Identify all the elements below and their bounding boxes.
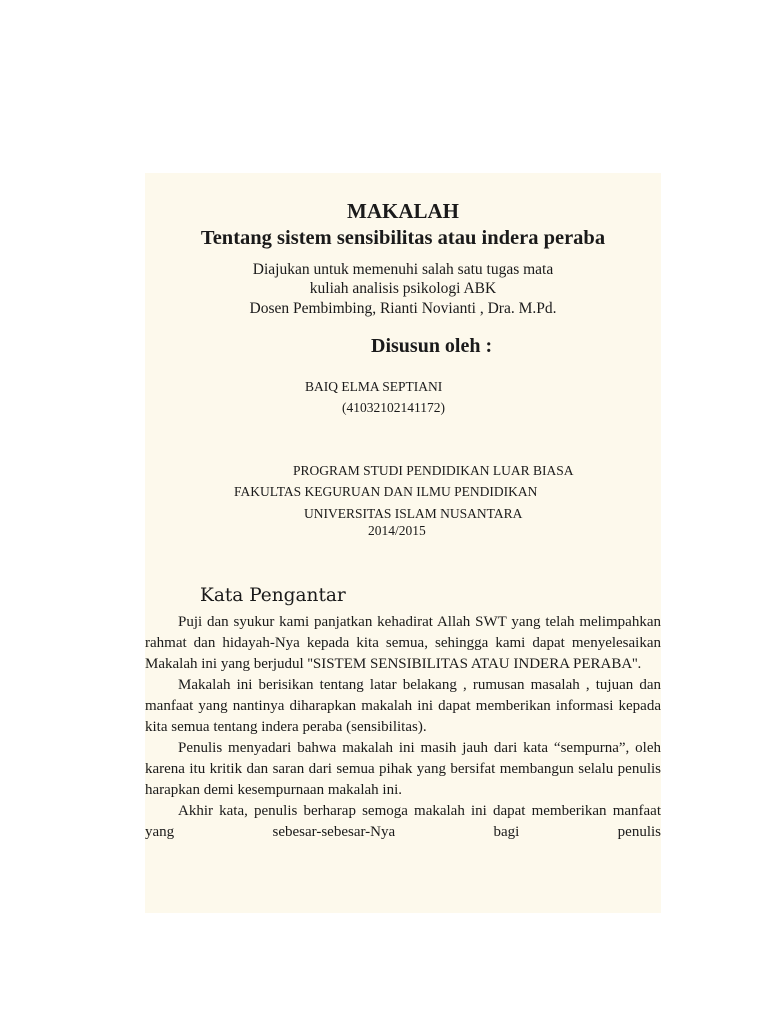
document-title: MAKALAH [347,199,459,223]
institution-program: PROGRAM STUDI PENDIDIKAN LUAR BIASA [293,463,574,478]
institution-university: UNIVERSITAS ISLAM NUSANTARA [304,506,523,521]
submission-line-3: Dosen Pembimbing, Rianti Novianti , Dra. M.Pd. [249,300,557,317]
foreword-paragraph: Penulis menyadari bahwa makalah ini masih jauh dari kata “sempurna”, oleh karena itu kritik dan saran dari semua pihak yang bersifat membangun selalu penulis harapkan demi kesempurnaan makalah ini. [145,740,661,798]
foreword-heading: Kata Pengantar [200,585,346,606]
institution-faculty: FAKULTAS KEGURUAN DAN ILMU PENDIDIKAN [234,484,538,499]
academic-year: 2014/2015 [368,523,426,538]
foreword-paragraph: Puji dan syukur kami panjatkan kehadirat Allah SWT yang telah melimpahkan rahmat dan hidayah-Nya kepada kita semua, sehingga kami dapat menyelesaikan Makalah ini yang berjudul ''SISTEM SENSIBILITAS ATAU INDERA PERABA''. [145,614,661,672]
document-subtitle: Tentang sistem sensibilitas atau indera peraba [200,227,606,249]
document-page [145,173,661,913]
submission-line-2: kuliah analisis psikologi ABK [309,280,497,297]
author-name: BAIQ ELMA SEPTIANI [305,379,443,394]
foreword-body [145,612,661,843]
submission-line-1: Diajukan untuk memenuhi salah satu tugas mata [252,261,554,278]
foreword-paragraph: Makalah ini berisikan tentang latar belakang , rumusan masalah , tujuan dan manfaat yang nantinya diharapkan makalah ini dapat memberikan informasi kepada kita semua tentang indera peraba (sensibilitas). [145,677,661,735]
foreword-paragraph: Akhir kata, penulis berharap semoga makalah ini dapat memberikan manfaat yang sebesar-sebesar-Nya bagi penulis [145,803,661,840]
prepared-by-label: Disusun oleh : [371,335,493,357]
student-id: (41032102141172) [342,400,445,415]
